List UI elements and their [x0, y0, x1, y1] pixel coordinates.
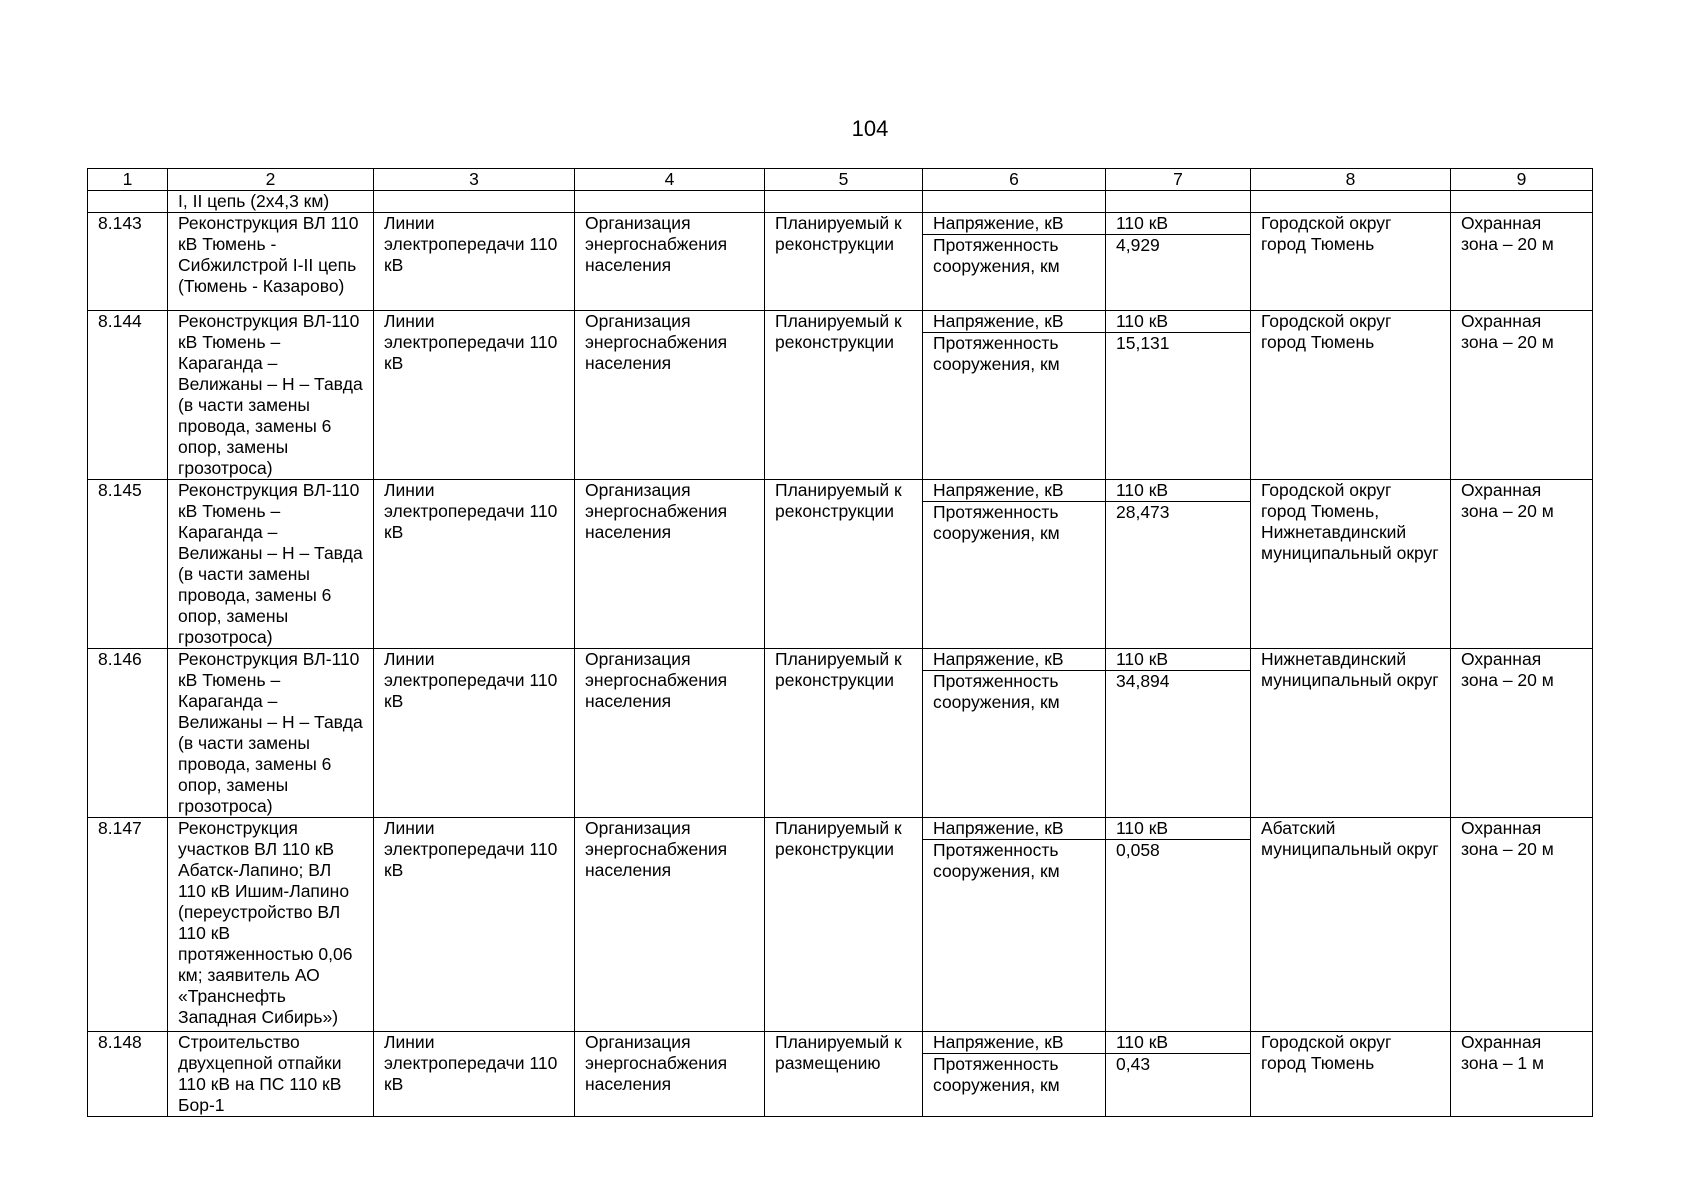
object-name-cell: Реконструкция участков ВЛ 110 кВ Абатск-Лапино; ВЛ 110 кВ Ишим-Лапино (переустройство ВЛ 110 кВ протяженностью 0,06 км; заявитель АО «Транснефть Западная Сибирь») — [168, 818, 374, 1032]
value-cell — [1106, 213, 1251, 311]
row-number-cell: 8.147 — [88, 818, 168, 1032]
voltage-value: 110 кВ — [1106, 480, 1250, 502]
continuation-cell-5 — [765, 191, 923, 213]
purpose-cell: Организация энергоснабжения населения — [575, 480, 765, 649]
status-cell: Планируемый к реконструкции — [765, 649, 923, 818]
column-header: 7 — [1106, 169, 1251, 191]
parameter-length-label: Протяженность сооружения, км — [933, 671, 1060, 712]
value-cell — [1106, 818, 1251, 1032]
continuation-cell-4 — [575, 191, 765, 213]
zone-cell: Охранная зона – 20 м — [1451, 480, 1593, 649]
row-number-cell: 8.148 — [88, 1032, 168, 1117]
continuation-cell-8 — [1251, 191, 1451, 213]
column-number-row — [88, 169, 1593, 191]
object-type-cell: Линии электропередачи 110 кВ — [374, 311, 575, 480]
purpose-cell: Организация энергоснабжения населения — [575, 311, 765, 480]
column-header: 1 — [88, 169, 168, 191]
length-value: 4,929 — [1116, 235, 1160, 255]
purpose-cell: Организация энергоснабжения населения — [575, 213, 765, 311]
zone-cell: Охранная зона – 20 м — [1451, 311, 1593, 480]
location-cell: Городской округ город Тюмень, Нижнетавдинский муниципальный округ — [1251, 480, 1451, 649]
purpose-cell: Организация энергоснабжения населения — [575, 818, 765, 1032]
object-name-cell: Реконструкция ВЛ-110 кВ Тюмень – Караганда – Велижаны – Н – Тавда (в части замены провода, замены 6 опор, замены грозотроса) — [168, 480, 374, 649]
parameter-length-label: Протяженность сооружения, км — [933, 840, 1060, 881]
parameter-cell — [923, 649, 1106, 818]
parameter-length-label: Протяженность сооружения, км — [933, 502, 1060, 543]
column-header: 4 — [575, 169, 765, 191]
column-header: 3 — [374, 169, 575, 191]
column-header: 9 — [1451, 169, 1593, 191]
status-cell: Планируемый к реконструкции — [765, 818, 923, 1032]
table-row — [88, 213, 1593, 311]
value-cell — [1106, 1032, 1251, 1117]
location-cell: Городской округ город Тюмень — [1251, 1032, 1451, 1117]
parameter-voltage-label: Напряжение, кВ — [923, 1032, 1105, 1054]
zone-cell: Охранная зона – 20 м — [1451, 213, 1593, 311]
table-row — [88, 818, 1593, 1032]
row-number-cell: 8.146 — [88, 649, 168, 818]
table-row — [88, 311, 1593, 480]
continuation-cell-3 — [374, 191, 575, 213]
voltage-value: 110 кВ — [1106, 818, 1250, 840]
continuation-cell-1 — [88, 191, 168, 213]
status-cell: Планируемый к реконструкции — [765, 213, 923, 311]
object-name-cell: Реконструкция ВЛ 110 кВ Тюмень - Сибжилстрой I-II цепь (Тюмень - Казарово) — [168, 213, 374, 311]
row-number-cell: 8.143 — [88, 213, 168, 311]
voltage-value: 110 кВ — [1106, 213, 1250, 235]
location-cell: Городской округ город Тюмень — [1251, 213, 1451, 311]
voltage-value: 110 кВ — [1106, 311, 1250, 333]
value-cell — [1106, 311, 1251, 480]
continuation-row — [88, 191, 1593, 213]
location-cell: Городской округ город Тюмень — [1251, 311, 1451, 480]
parameter-voltage-label: Напряжение, кВ — [923, 311, 1105, 333]
length-value: 34,894 — [1116, 671, 1170, 691]
object-type-cell: Линии электропередачи 110 кВ — [374, 213, 575, 311]
table-row — [88, 480, 1593, 649]
table-row — [88, 1032, 1593, 1117]
length-value: 0,43 — [1116, 1054, 1151, 1074]
voltage-value: 110 кВ — [1106, 649, 1250, 671]
purpose-cell: Организация энергоснабжения населения — [575, 649, 765, 818]
row-number-cell: 8.145 — [88, 480, 168, 649]
continuation-cell-6 — [923, 191, 1106, 213]
value-cell — [1106, 649, 1251, 818]
length-value: 15,131 — [1116, 333, 1170, 353]
voltage-value: 110 кВ — [1106, 1032, 1250, 1054]
parameter-cell — [923, 480, 1106, 649]
column-header: 5 — [765, 169, 923, 191]
continuation-cell-7 — [1106, 191, 1251, 213]
object-type-cell: Линии электропередачи 110 кВ — [374, 818, 575, 1032]
parameter-cell — [923, 213, 1106, 311]
objects-table — [87, 168, 1593, 1117]
zone-cell: Охранная зона – 20 м — [1451, 649, 1593, 818]
object-type-cell: Линии электропередачи 110 кВ — [374, 649, 575, 818]
purpose-cell: Организация энергоснабжения населения — [575, 1032, 765, 1117]
parameter-cell — [923, 1032, 1106, 1117]
continuation-name-cell: I, II цепь (2х4,3 км) — [168, 191, 374, 213]
parameter-cell — [923, 818, 1106, 1032]
parameter-voltage-label: Напряжение, кВ — [923, 213, 1105, 235]
object-name-cell: Строительство двухцепной отпайки 110 кВ на ПС 110 кВ Бор-1 — [168, 1032, 374, 1117]
parameter-cell — [923, 311, 1106, 480]
parameter-voltage-label: Напряжение, кВ — [923, 649, 1105, 671]
location-cell: Абатский муниципальный округ — [1251, 818, 1451, 1032]
parameter-length-label: Протяженность сооружения, км — [933, 1054, 1060, 1095]
length-value: 28,473 — [1116, 502, 1170, 522]
parameter-length-label: Протяженность сооружения, км — [933, 235, 1060, 276]
parameter-voltage-label: Напряжение, кВ — [923, 818, 1105, 840]
parameter-voltage-label: Напряжение, кВ — [923, 480, 1105, 502]
status-cell: Планируемый к размещению — [765, 1032, 923, 1117]
object-name-cell: Реконструкция ВЛ-110 кВ Тюмень – Караганда – Велижаны – Н – Тавда (в части замены провода, замены 6 опор, замены грозотроса) — [168, 311, 374, 480]
row-number-cell: 8.144 — [88, 311, 168, 480]
object-type-cell: Линии электропередачи 110 кВ — [374, 480, 575, 649]
zone-cell: Охранная зона – 20 м — [1451, 818, 1593, 1032]
location-cell: Нижнетавдинский муниципальный округ — [1251, 649, 1451, 818]
column-header: 2 — [168, 169, 374, 191]
value-cell — [1106, 480, 1251, 649]
status-cell: Планируемый к реконструкции — [765, 480, 923, 649]
object-name-cell: Реконструкция ВЛ-110 кВ Тюмень – Караганда – Велижаны – Н – Тавда (в части замены провода, замены 6 опор, замены грозотроса) — [168, 649, 374, 818]
zone-cell: Охранная зона – 1 м — [1451, 1032, 1593, 1117]
object-type-cell: Линии электропередачи 110 кВ — [374, 1032, 575, 1117]
column-header: 6 — [923, 169, 1106, 191]
length-value: 0,058 — [1116, 840, 1160, 860]
status-cell: Планируемый к реконструкции — [765, 311, 923, 480]
continuation-cell-9 — [1451, 191, 1593, 213]
parameter-length-label: Протяженность сооружения, км — [933, 333, 1060, 374]
column-header: 8 — [1251, 169, 1451, 191]
table-row — [88, 649, 1593, 818]
page-number: 104 — [851, 116, 889, 141]
